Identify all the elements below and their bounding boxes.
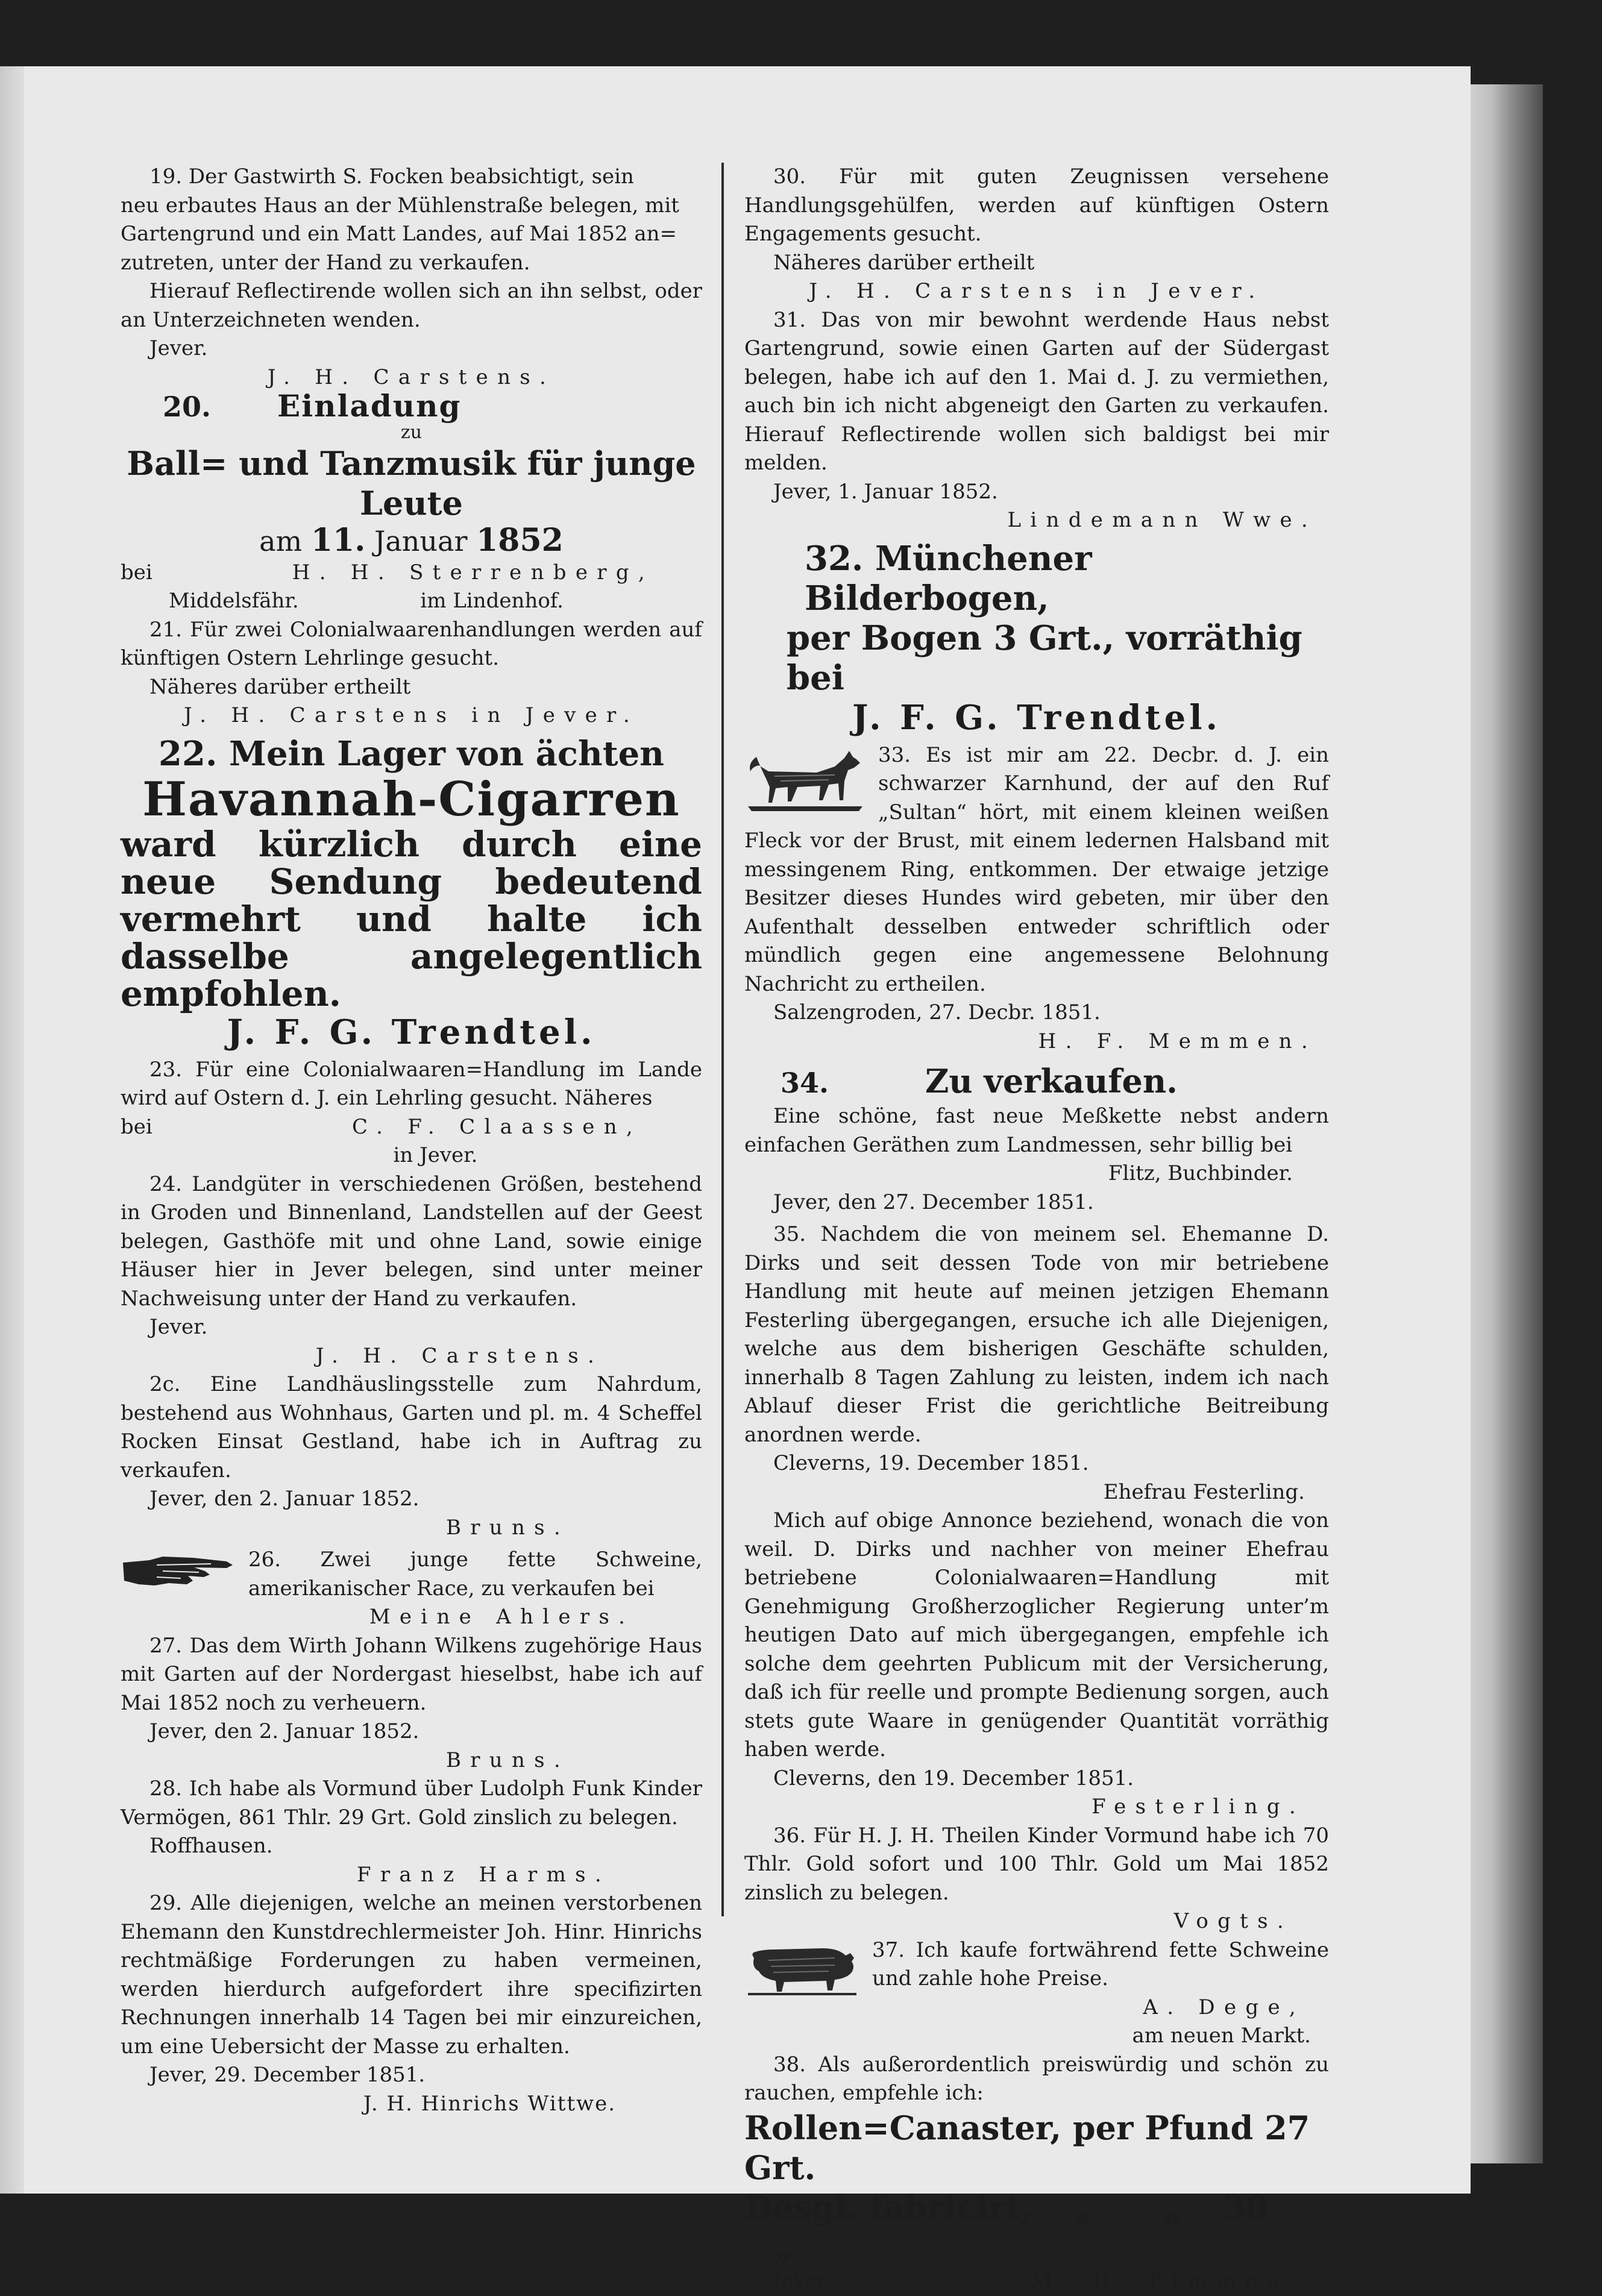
- ad-25-place: Jever, den 2. Januar 1852.: [149, 1487, 419, 1511]
- ad-29: [121, 1889, 702, 2118]
- ad-35: [744, 1220, 1329, 1822]
- ad-35-text-2: Mich auf obige Annonce beziehend, wonach die von weil. D. Dirks und nachher von meiner Ehefrau betriebene Colonialwaaren=Handlung mit Genehmigung Großherzoglicher Regierung unter’m heutigen Dato auf mich übergegangen, empfehle ich solche dem geehrten Publicum mit der Versicherung, daß ich für reelle und prompte Bedienung sorgen, auch stets gute Waare in genügender Quantität vorräthig haben werde.: [744, 1508, 1329, 1761]
- ad-33-text: 33. Es ist mir am 22. Decbr. d. J. ein schwarzer Karnhund, der auf den Ruf „Sultan“ hört, mit einem kleinen weißen Fleck vor der Brust, mit einem ledernen Halsband mit messingenem Ring, entkommen. Der etwaige jetzige Besitzer dieses Hundes wird gebeten, mir über den Aufenthalt desselben entweder schriftlich oder mündlich gegen eine angemessene Belohnung Nachricht zu ertheilen.: [744, 742, 1329, 996]
- ad-19-line-4: zutreten, unter der Hand zu verkaufen.: [121, 250, 530, 275]
- ad-36-signature: Vogts.: [1173, 1909, 1293, 1933]
- ad-24-text: 24. Landgüter in verschiedenen Größen, bestehend in Groden und Binnenland, Landstellen auf der Geest belegen, Gasthöfe mit und ohne Land, sowie einige Häuser hier in Jever belegen, sind unter meiner Nachweisung unter der Hand zu verkaufen.: [121, 1172, 702, 1311]
- ad-19-text-2: Hierauf Reflectirende wollen sich an ihn selbst, oder an Unterzeichneten wenden.: [121, 279, 702, 332]
- ad-28: [121, 1775, 702, 1889]
- ad-38-item-2-price: 30: [1223, 2188, 1269, 2227]
- ad-28-place: Roffhausen.: [149, 1834, 273, 1858]
- ad-31-place: Jever, 1. Januar 1852.: [773, 479, 998, 504]
- ad-37-signature-place: am neuen Markt.: [1132, 2024, 1311, 2048]
- ad-20-zu: zu: [400, 421, 422, 443]
- ad-33-place: Salzengroden, 27. Decbr. 1851.: [773, 1000, 1101, 1024]
- ad-21: [121, 616, 702, 730]
- ad-19: [121, 163, 702, 392]
- ad-34-signature: Flitz, Buchbinder.: [1108, 1161, 1293, 1185]
- ad-37-text: 37. Ich kaufe fortwährend fette Schweine und zahle hohe Preise.: [872, 1937, 1329, 1990]
- ad-31: [744, 306, 1329, 535]
- ad-21-signature: J. H. Carstens in Jever.: [184, 703, 639, 727]
- ad-22-signature: J. F. G. Trendtel.: [227, 1012, 596, 1052]
- ad-30-signature: J. H. Carstens in Jever.: [809, 279, 1264, 303]
- ad-29-text: 29. Alle diejenigen, welche an meinen verstorbenen Ehemann den Kunstdrechlermeister Joh. Hinr. Hinrichs rechtmäßige Forderungen zu haben vermeinen, werden hierdurch aufgefordert ihre specifizirten Rechnungen innerhalb 14 Tagen bei mir einzureichen, um eine Uebersicht der Masse zu erhalten.: [121, 1891, 702, 2059]
- ad-22: [121, 734, 702, 1052]
- ad-20-headline: Ball= und Tanzmusik für junge Leute: [127, 444, 696, 522]
- ad-32-signature: J. F. G. Trendtel.: [852, 697, 1221, 738]
- ad-30-more: Näheres darüber ertheilt: [773, 250, 1035, 275]
- ad-28-signature: Franz Harms.: [356, 1862, 611, 1887]
- ad-32: [744, 539, 1329, 738]
- right-column: [744, 163, 1329, 2296]
- ad-23: [121, 1056, 702, 1170]
- dog-illustration: [744, 745, 865, 817]
- ad-20-date-day: 11.: [310, 521, 366, 559]
- page-stack-edge: [1471, 84, 1543, 2163]
- ad-35-signature: Ehefrau Festerling.: [1103, 1479, 1305, 1504]
- ad-34-text: Eine schöne, fast neue Meßkette nebst andern einfachen Geräthen zum Landmessen, sehr billig bei: [744, 1104, 1329, 1157]
- ad-20-date: [121, 523, 702, 559]
- ad-28-text: 28. Ich habe als Vormund über Ludolph Funk Kinder Vermögen, 861 Thlr. 29 Grt. Gold zinslich zu belegen.: [121, 1777, 702, 1830]
- ad-37-signature: A. Dege,: [1143, 1995, 1305, 2019]
- ad-23-signature-place: in Jever.: [393, 1143, 478, 1167]
- column-rule: [721, 163, 724, 1916]
- ad-30: [744, 163, 1329, 306]
- ad-19-signature: J. H. Carstens.: [267, 365, 556, 389]
- ad-34-title: Zu verkaufen.: [925, 1062, 1178, 1100]
- ad-20-bei: bei: [121, 560, 152, 585]
- ad-35-place: Cleverns, 19. December 1851.: [773, 1451, 1089, 1475]
- ad-38-ditto-1: „: [1073, 2188, 1093, 2227]
- ad-27-signature: Bruns.: [445, 1748, 570, 1772]
- ad-20-place-right: im Lindenhof.: [420, 589, 564, 613]
- ad-24: [121, 1170, 702, 1371]
- ad-30-text: 30. Für mit guten Zeugnissen versehene Handlungsgehülfen, werden auf künftigen Ostern Engagements gesucht.: [744, 165, 1329, 246]
- ad-19-line-2: neu erbautes Haus an der Mühlenstraße belegen, mit: [121, 193, 679, 218]
- ad-27-place: Jever, den 2. Januar 1852.: [149, 1719, 419, 1743]
- ad-24-place: Jever.: [149, 1315, 208, 1339]
- ad-20-date-prefix: am: [259, 524, 303, 557]
- ad-21-text: 21. Für zwei Colonialwaarenhandlungen werden auf künftigen Ostern Lehrlinge gesucht.: [121, 617, 702, 670]
- ad-26-signature: Meine Ahlers.: [369, 1605, 635, 1629]
- ad-35-signature-2: Festerling.: [1092, 1795, 1305, 1819]
- ad-20-title: Einladung: [277, 388, 462, 424]
- pointing-hand-icon: [121, 1549, 235, 1593]
- ad-25-signature: Bruns.: [445, 1515, 570, 1540]
- ad-34: [744, 1062, 1329, 1217]
- ad-20-number: 20.: [163, 391, 212, 423]
- ad-38-item-1: Rollen=Canaster, per Pfund 27 Grt.: [744, 2108, 1310, 2187]
- ad-27: [121, 1632, 702, 1775]
- ad-32-price-line: per Bogen 3 Grt., vorräthig bei: [787, 618, 1302, 698]
- ad-20-date-year: 1852: [476, 521, 564, 559]
- ad-32-headline: 32. Münchener Bilderbogen,: [805, 538, 1092, 618]
- left-column: [121, 163, 702, 2118]
- ad-34-number: 34.: [781, 1067, 829, 1099]
- ad-19-place: Jever.: [149, 336, 208, 360]
- ad-21-more: Näheres darüber ertheilt: [149, 674, 411, 699]
- ad-29-place: Jever, 29. December 1851.: [149, 2063, 426, 2087]
- ad-24-signature: J. H. Carstens.: [315, 1343, 604, 1368]
- ad-22-headline: 22. Mein Lager von ächten: [159, 733, 664, 774]
- ad-38-ditto-3: „: [774, 2227, 793, 2266]
- ad-20-place-left: Middelsfähr.: [169, 589, 299, 613]
- ad-19-line-3: Gartengrund und ein Matt Landes, auf Mai 1852 an=: [121, 222, 677, 246]
- ad-38: [744, 2051, 1329, 2296]
- ad-29-signature: J. H. Hinrichs Wittwe.: [363, 2091, 617, 2116]
- ad-26: [121, 1546, 702, 1632]
- ad-27-text: 27. Das dem Wirth Johann Wilkens zugehörige Haus mit Garten auf der Nordergast hieselbst, habe ich auf Mai 1852 noch zu verheuern.: [121, 1633, 702, 1715]
- ad-26-text: 26. Zwei junge fette Schweine, amerikanischer Race, zu verkaufen bei: [248, 1548, 702, 1601]
- ad-22-product: Havannah-Cigarren: [142, 771, 680, 827]
- pig-illustration: [744, 1940, 859, 2000]
- ad-35-place-2: Cleverns, den 19. December 1851.: [773, 1766, 1134, 1790]
- ad-23-signature: C. F. Claassen,: [352, 1114, 642, 1139]
- ad-38-item-2-label: Desgl. fabricirt,: [744, 2188, 1032, 2227]
- ad-38-ditto-2: „: [1163, 2188, 1183, 2227]
- ad-20-host: H. H. Sterrenberg,: [292, 560, 654, 585]
- ad-31-signature: Lindemann Wwe.: [1007, 508, 1317, 532]
- ad-25-text: 2c. Eine Landhäuslingsstelle zum Nahrdum, bestehend aus Wohnhaus, Garten und pl. m. 4 Scheffel Rocken Einsat Gestland, habe ich in Auftrag zu verkaufen.: [121, 1372, 702, 1482]
- ad-20: [121, 388, 702, 616]
- ad-25: [121, 1370, 702, 1542]
- ad-19-line-1: 19. Der Gastwirth S. Focken beabsichtigt, sein: [149, 165, 634, 189]
- ad-23-text: 23. Für eine Colonialwaaren=Handlung im Lande wird auf Ostern d. J. ein Lehrling gesucht. Näheres: [121, 1057, 702, 1110]
- ad-23-bei: bei: [121, 1114, 152, 1139]
- ad-22-body: ward kürzlich durch eine neue Sendung bedeutend vermehrt und halte ich dasselbe angelegentlich empfohlen.: [121, 823, 702, 1014]
- ad-38-item-2: [744, 2188, 1329, 2267]
- ad-38-signature: M. D. Fimmen.: [1031, 2269, 1305, 2293]
- ad-38-place: Jever.: [773, 2268, 832, 2293]
- ad-33-signature: H. F. Memmen.: [1038, 1029, 1317, 1053]
- ad-31-text: 31. Das von mir bewohnt werdende Haus nebst Gartengrund, sowie einen Garten auf der Südergast belegen, habe ich auf den 1. Mai d. J. zu vermiethen, auch bin ich nicht abgeneigt den Garten zu verkaufen. Hierauf Reflectirende wollen sich baldigst bei mir melden.: [744, 307, 1329, 475]
- ad-37: [744, 1936, 1329, 2051]
- ad-34-place: Jever, den 27. December 1851.: [773, 1190, 1094, 1214]
- ad-33: [744, 741, 1329, 1056]
- ad-38-text: 38. Als außerordentlich preiswürdig und schön zu rauchen, empfehle ich:: [744, 2052, 1329, 2105]
- ad-35-text: 35. Nachdem die von meinem sel. Ehemanne D. Dirks und seit dessen Tode von mir betriebene Handlung mit heute auf meinen jetzigen Ehemann Festerling übergegangen, ersuche ich alle Diejenigen, welche aus dem bisherigen Geschäfte schulden, innerhalb 8 Tagen Zahlung zu leisten, indem ich nach Ablauf dieser Frist die gerichtliche Beitreibung anordnen werde.: [744, 1222, 1329, 1447]
- ad-20-date-month: Januar: [374, 524, 468, 557]
- ad-36-text: 36. Für H. J. H. Theilen Kinder Vormund habe ich 70 Thlr. Gold sofort und 100 Thlr. Gold um Mai 1852 zinslich zu belegen.: [744, 1823, 1329, 1905]
- ad-36: [744, 1822, 1329, 1936]
